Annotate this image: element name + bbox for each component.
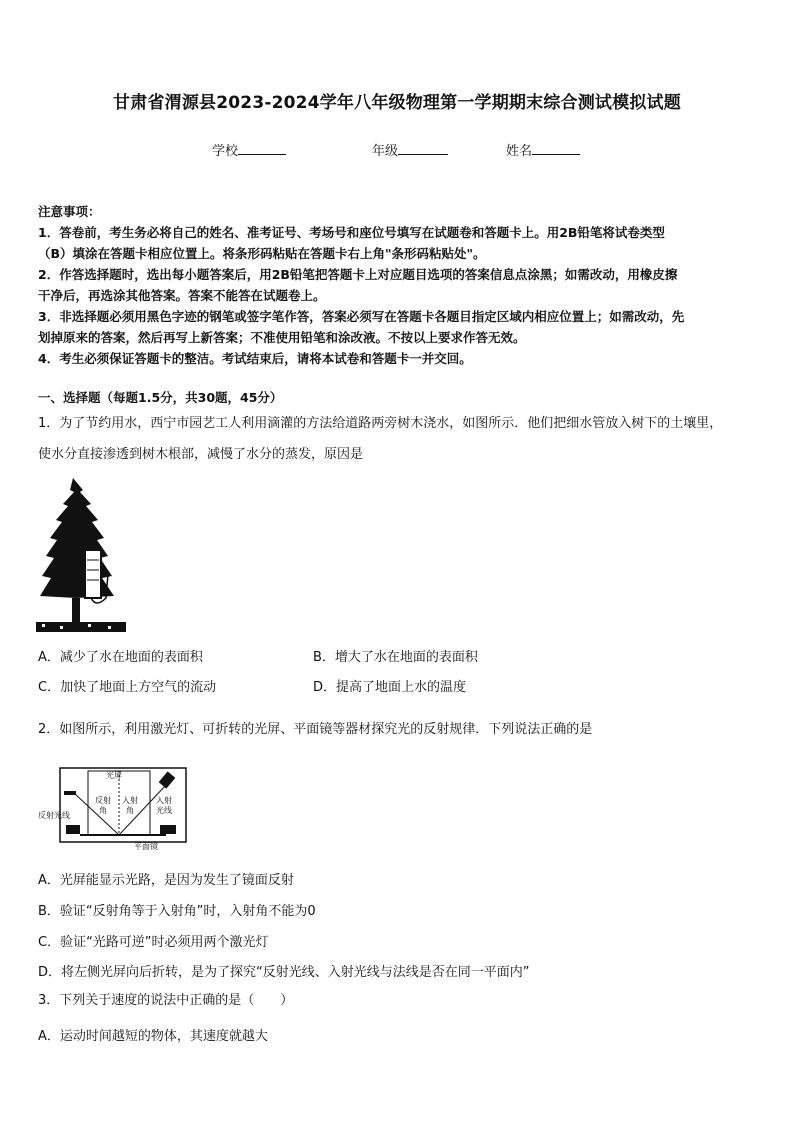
q1-option-c[interactable]: C．加快了地面上方空气的流动 (38, 680, 217, 695)
name-label: 姓名 (506, 144, 533, 159)
notes-heading: 注意事项： (38, 204, 101, 219)
figure-label-reflect-angle: 角 (99, 806, 107, 815)
q2-stem: 2．如图所示，利用激光灯、可折转的光屏、平面镜等器材探究光的反射规律．下列说法正确的是 (38, 722, 593, 737)
grade-blank[interactable] (398, 143, 448, 155)
base-right-icon (160, 825, 176, 834)
q2-option-c[interactable]: C．验证“光路可逆”时必须用两个激光灯 (38, 935, 269, 950)
q1-option-d[interactable]: D．提高了地面上水的温度 (313, 680, 467, 695)
water-bag-icon (85, 550, 101, 598)
figure-label-incident-ray: 入射 (156, 796, 172, 805)
notes-line: （B）填涂在答题卡相应位置上。将条形码粘贴在答题卡右上角"条形码粘贴处"。 (38, 246, 486, 261)
q2-option-a[interactable]: A．光屏能显示光路，是因为发生了镜面反射 (38, 873, 294, 888)
tree-trunk-icon (72, 598, 80, 624)
notes-line: 划掉原来的答案，然后再写上新答案；不准使用铅笔和涂改液。不按以上要求作答无效。 (38, 330, 526, 345)
laser-mount-icon (64, 791, 76, 795)
school-label: 学校 (212, 144, 239, 159)
figure-label-incident-angle: 角 (126, 806, 134, 815)
notes-line: 3．非选择题必须用黑色字迹的钢笔或签字笔作答，答案必须写在答题卡各题目指定区域内相应位置上；如需改动，先 (38, 309, 685, 324)
figure-label-mirror: 平面镜 (134, 842, 158, 851)
q1-stem-line2: 使水分直接渗透到树木根部，减慢了水分的蒸发，原因是 (38, 447, 364, 462)
notes-line: 干净后，再选涂其他答案。答案不能答在试题卷上。 (38, 288, 326, 303)
laser-icon (159, 771, 176, 788)
tree-drip-figure (36, 474, 126, 636)
figure-label-incident-angle: 入射 (122, 796, 138, 805)
q3-stem: 3．下列关于速度的说法中正确的是（ ） (38, 993, 294, 1008)
grade-label: 年级 (372, 144, 399, 159)
q2-option-b[interactable]: B．验证“反射角等于入射角”时，入射角不能为0 (38, 904, 316, 919)
name-blank[interactable] (532, 143, 580, 155)
figure-label-reflected-ray: 反射光线 (38, 811, 70, 820)
reflection-figure (38, 763, 198, 855)
notes-line: 2．作答选择题时，选出每小题答案后，用2B铅笔把答题卡上对应题目选项的答案信息点涂黑；如需改动，用橡皮擦 (38, 267, 678, 282)
q1-option-b[interactable]: B．增大了水在地面的表面积 (313, 650, 478, 665)
school-field (212, 140, 286, 159)
q1-stem-line1: 1．为了节约用水，西宁市园艺工人利用滴灌的方法给道路两旁树木浇水，如图所示．他们把细水管放入树下的土壤里， (38, 416, 723, 431)
notes-line: 1．答卷前，考生务必将自己的姓名、准考证号、考场号和座位号填写在试题卷和答题卡上。用2B铅笔将试卷类型 (38, 225, 665, 240)
figure-label-incident-ray: 光线 (156, 806, 172, 815)
page-title: 甘肃省渭源县2023-2024学年八年级物理第一学期期末综合测试模拟试题 (113, 93, 681, 113)
q2-option-d[interactable]: D．将左侧光屏向后折转，是为了探究“反射光线、入射光线与法线是否在同一平面内” (38, 965, 530, 980)
grade-field (372, 140, 448, 159)
school-blank[interactable] (238, 143, 286, 155)
notes-line: 4．考生必须保证答题卡的整洁。考试结束后，请将本试卷和答题卡一并交回。 (38, 351, 472, 366)
q1-option-a[interactable]: A．减少了水在地面的表面积 (38, 650, 203, 665)
ground-icon (36, 622, 126, 632)
base-left-icon (66, 825, 80, 834)
figure-label-reflect-angle: 反射 (95, 796, 111, 805)
section-heading: 一、选择题（每题1.5分，共30题，45分） (38, 390, 283, 405)
tree-crown-icon (40, 478, 114, 598)
q3-option-a[interactable]: A．运动时间越短的物体，其速度就越大 (38, 1029, 268, 1044)
figure-label-screen: 光屏 (106, 771, 122, 780)
notes-block (38, 201, 758, 369)
name-field (506, 140, 580, 159)
